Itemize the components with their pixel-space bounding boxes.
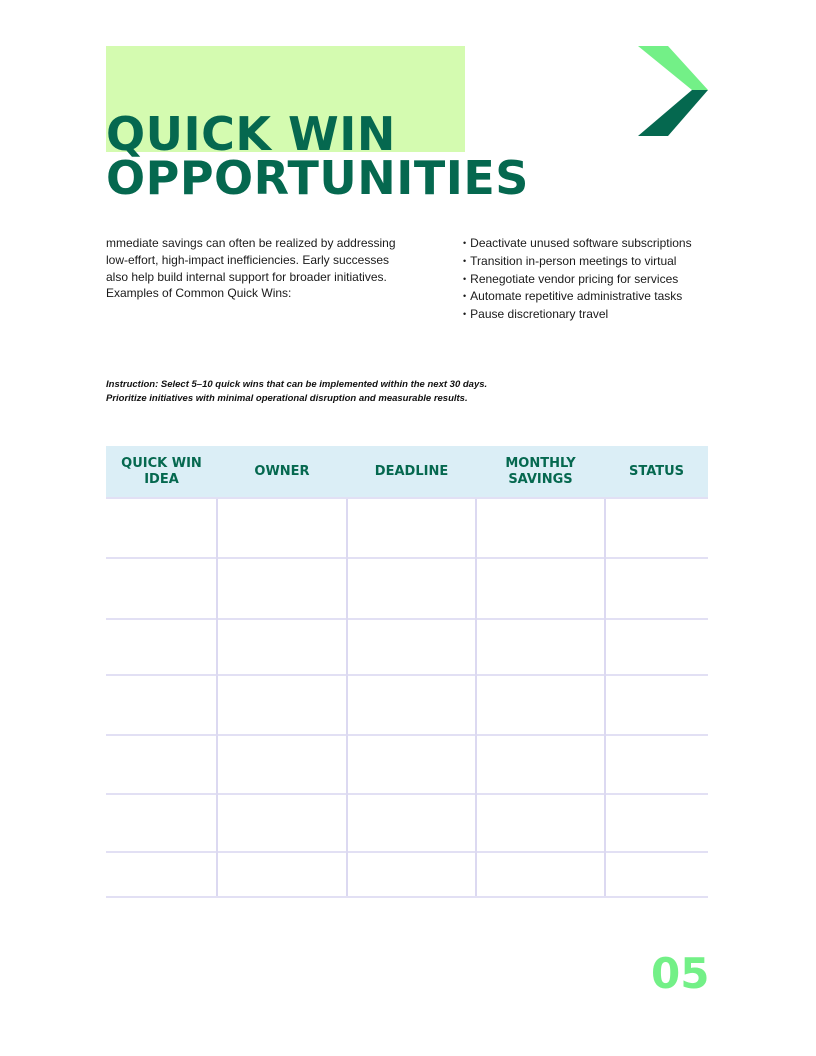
cell-idea[interactable] bbox=[106, 735, 217, 794]
cell-monthly-savings[interactable] bbox=[476, 735, 605, 794]
column-header-idea: QUICK WIN IDEA bbox=[106, 446, 217, 498]
page-number: 05 bbox=[651, 949, 710, 998]
cell-owner[interactable] bbox=[217, 498, 347, 558]
cell-owner[interactable] bbox=[217, 794, 347, 852]
cell-deadline[interactable] bbox=[347, 675, 476, 735]
quick-win-examples-list bbox=[463, 235, 753, 324]
instruction-text bbox=[106, 378, 586, 406]
table-row bbox=[106, 619, 708, 675]
column-header-monthly-savings: MONTHLY SAVINGS bbox=[476, 446, 605, 498]
cell-deadline[interactable] bbox=[347, 619, 476, 675]
example-item: • Deactivate unused software subscriptions bbox=[463, 235, 753, 253]
cell-monthly-savings[interactable] bbox=[476, 619, 605, 675]
cell-monthly-savings[interactable] bbox=[476, 675, 605, 735]
cell-deadline[interactable] bbox=[347, 498, 476, 558]
cell-deadline[interactable] bbox=[347, 558, 476, 619]
cell-idea[interactable] bbox=[106, 498, 217, 558]
intro-paragraph: mmediate savings can often be realized by addressing low-effort, high-impact inefficiencies. Early successes also help build internal support for broader initiatives. Examples of Common Quick Wins: bbox=[106, 236, 396, 301]
column-header-deadline: DEADLINE bbox=[347, 446, 476, 498]
example-item: • Pause discretionary travel bbox=[463, 306, 753, 324]
cell-status[interactable] bbox=[605, 558, 708, 619]
cell-owner[interactable] bbox=[217, 735, 347, 794]
cell-owner[interactable] bbox=[217, 558, 347, 619]
cell-status[interactable] bbox=[605, 852, 708, 897]
table-row bbox=[106, 794, 708, 852]
cell-idea[interactable] bbox=[106, 619, 217, 675]
cell-status[interactable] bbox=[605, 498, 708, 558]
example-item: • Transition in-person meetings to virtual bbox=[463, 253, 753, 271]
cell-monthly-savings[interactable] bbox=[476, 558, 605, 619]
chevron-right-icon bbox=[636, 44, 710, 138]
cell-status[interactable] bbox=[605, 619, 708, 675]
cell-idea[interactable] bbox=[106, 794, 217, 852]
table-row bbox=[106, 675, 708, 735]
page-title-line-2: OPPORTUNITIES bbox=[106, 151, 529, 205]
table-row bbox=[106, 852, 708, 897]
cell-monthly-savings[interactable] bbox=[476, 794, 605, 852]
cell-owner[interactable] bbox=[217, 852, 347, 897]
cell-deadline[interactable] bbox=[347, 852, 476, 897]
page-title bbox=[106, 107, 529, 205]
cell-status[interactable] bbox=[605, 735, 708, 794]
cell-idea[interactable] bbox=[106, 675, 217, 735]
example-item: • Renegotiate vendor pricing for services bbox=[463, 271, 753, 289]
instruction-line-1: Instruction: Select 5–10 quick wins that can be implemented within the next 30 days. bbox=[106, 379, 488, 390]
table-header-row bbox=[106, 446, 708, 498]
cell-status[interactable] bbox=[605, 794, 708, 852]
cell-deadline[interactable] bbox=[347, 735, 476, 794]
example-item: • Automate repetitive administrative tasks bbox=[463, 288, 753, 306]
cell-idea[interactable] bbox=[106, 558, 217, 619]
table-row bbox=[106, 498, 708, 558]
instruction-line-2: Prioritize initiatives with minimal operational disruption and measurable results. bbox=[106, 393, 468, 404]
cell-owner[interactable] bbox=[217, 619, 347, 675]
column-header-status: STATUS bbox=[605, 446, 708, 498]
column-header-owner: OWNER bbox=[217, 446, 347, 498]
cell-monthly-savings[interactable] bbox=[476, 852, 605, 897]
cell-monthly-savings[interactable] bbox=[476, 498, 605, 558]
quick-win-table bbox=[106, 446, 708, 898]
cell-idea[interactable] bbox=[106, 852, 217, 897]
cell-owner[interactable] bbox=[217, 675, 347, 735]
page-title-line-1: QUICK WIN bbox=[106, 107, 396, 161]
cell-deadline[interactable] bbox=[347, 794, 476, 852]
table-row bbox=[106, 558, 708, 619]
cell-status[interactable] bbox=[605, 675, 708, 735]
table-row bbox=[106, 735, 708, 794]
